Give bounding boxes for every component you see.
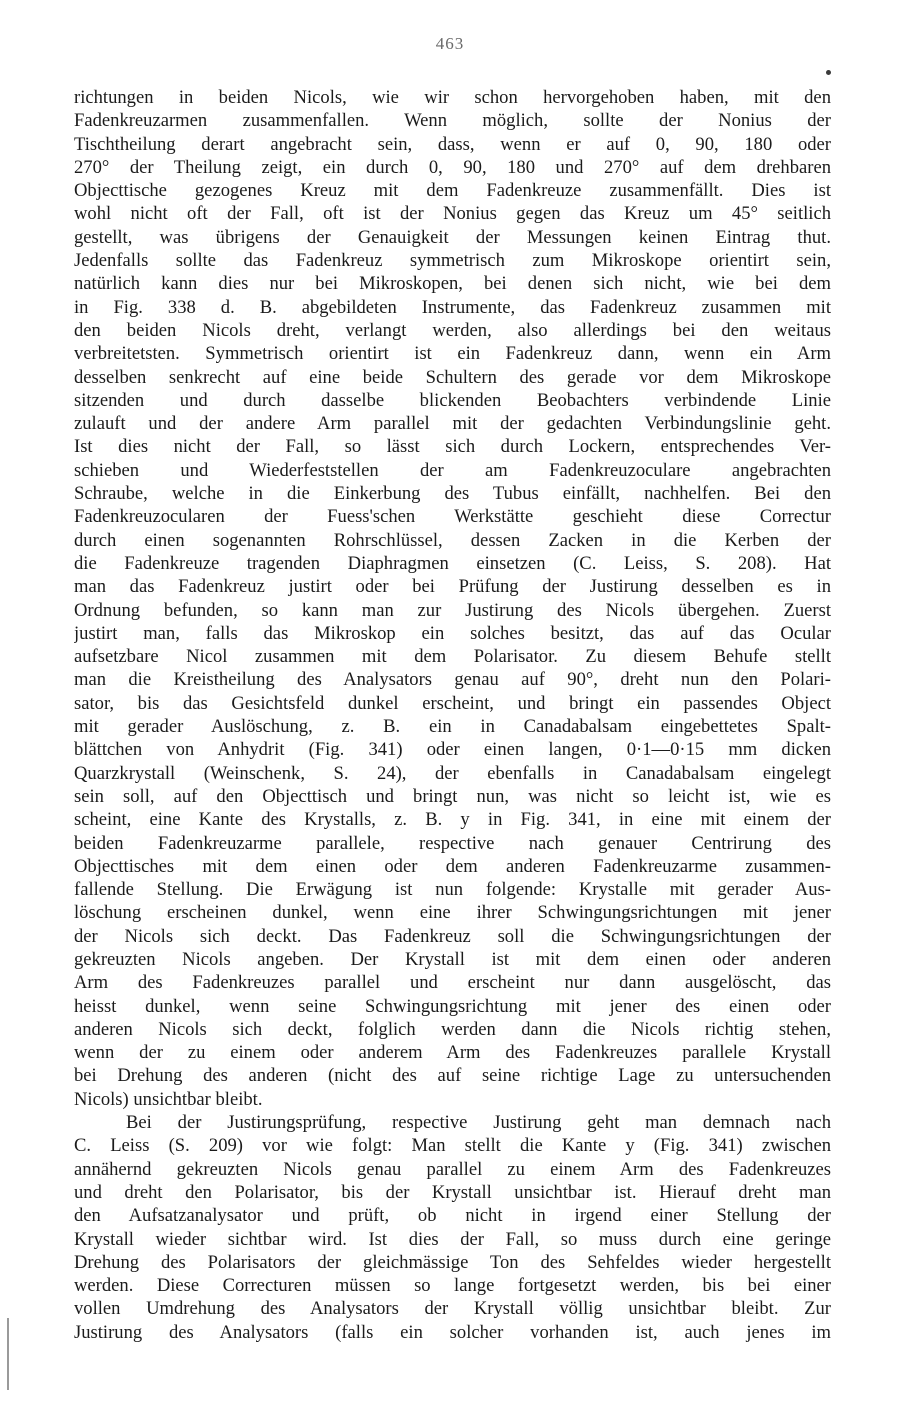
text-line: Fadenkreuzarmen zusammenfallen. Wenn möglich, sollte der Nonius der — [74, 110, 831, 132]
text-line: sitzenden und durch dasselbe blickenden Beobachters verbindende Linie — [74, 389, 831, 411]
text-line: Jedenfalls sollte das Fadenkreuz symmetrisch zum Mikroskope orientirt sein, — [74, 250, 831, 272]
text-line: C. Leiss (S. 209) vor wie folgt: Man stellt die Kante y (Fig. 341) zwischen — [74, 1135, 831, 1157]
text-line: Nicols) unsichtbar bleibt. — [74, 1088, 263, 1110]
text-line: Bei der Justirungsprüfung, respective Justirung geht man demnach nach — [126, 1112, 831, 1134]
text-line: gekreuzten Nicols angeben. Der Krystall ist mit dem einen oder anderen — [74, 948, 831, 970]
text-line: Ist dies nicht der Fall, so lässt sich durch Lockern, entsprechendes Ver- — [74, 436, 831, 458]
text-line: man das Fadenkreuz justirt oder bei Prüfung der Justirung desselben es in — [74, 576, 831, 598]
text-line: Krystall wieder sichtbar wird. Ist dies der Fall, so muss durch eine geringe — [74, 1228, 831, 1250]
text-line: Arm des Fadenkreuzes parallel und erscheint nur dann ausgelöscht, das — [74, 972, 831, 994]
text-line: scheint, eine Kante des Krystalls, z. B. y in Fig. 341, in eine mit einem der — [74, 809, 831, 831]
text-line: justirt man, falls das Mikroskop ein solches besitzt, das auf das Ocular — [74, 622, 831, 644]
text-line: richtungen in beiden Nicols, wie wir schon hervorgehoben haben, mit den — [74, 87, 831, 108]
text-line: heisst dunkel, wenn seine Schwingungsrichtung mit jener des einen oder — [74, 995, 831, 1017]
text-line: werden. Diese Correcturen müssen so lange fortgesetzt werden, bis bei einer — [74, 1275, 831, 1297]
text-line: löschung erscheinen dunkel, wenn eine ihrer Schwingungsrichtungen mit jener — [74, 902, 831, 924]
text-line: wohl nicht oft der Fall, oft ist der Nonius gegen das Kreuz um 45° seitlich — [74, 203, 831, 225]
text-line: Objecttische gezogenes Kreuz mit dem Fadenkreuze zusammenfällt. Dies ist — [74, 180, 831, 202]
text-line: sator, bis das Gesichtsfeld dunkel erscheint, und bringt ein passendes Object — [74, 692, 831, 714]
text-line: und dreht den Polarisator, bis der Krystall unsichtbar ist. Hierauf dreht man — [74, 1181, 831, 1203]
text-line: bei Drehung des anderen (nicht des auf seine richtige Lage zu untersuchenden — [74, 1065, 831, 1087]
text-line: Objecttisches mit dem einen oder dem anderen Fadenkreuzarme zusammen- — [74, 855, 831, 877]
text-line: Quarzkrystall (Weinschenk, S. 24), der ebenfalls in Canadabalsam eingelegt — [74, 762, 831, 784]
text-line: 270° der Theilung zeigt, ein durch 0, 90, 180 und 270° auf dem drehbaren — [74, 156, 831, 178]
text-line: Ordnung befunden, so kann man zur Justirung des Nicols übergehen. Zuerst — [74, 599, 831, 621]
text-line: sein soll, auf den Objecttisch und bringt nun, was nicht so leicht ist, wie es — [74, 785, 831, 807]
text-line: Justirung des Analysators (falls ein solcher vorhanden ist, auch jenes im — [74, 1321, 831, 1343]
text-line: Drehung des Polarisators der gleichmässige Ton des Sehfeldes wieder hergestellt — [74, 1251, 831, 1273]
text-line: zulauft und der andere Arm parallel mit der gedachten Verbindungslinie geht. — [74, 413, 831, 435]
body-text — [74, 86, 831, 1344]
text-line: in Fig. 338 d. B. abgebildeten Instrumente, das Fadenkreuz zusammen mit — [74, 296, 831, 318]
text-line: man die Kreistheilung des Analysators genau auf 90°, dreht nun den Polari- — [74, 669, 831, 691]
text-line: Fadenkreuzocularen der Fuess'schen Werkstätte geschieht diese Correctur — [74, 506, 831, 528]
ink-dot — [826, 70, 831, 75]
text-line: Schraube, welche in die Einkerbung des Tubus einfällt, nachhelfen. Bei den — [74, 483, 831, 505]
text-line: durch einen sogenannten Rohrschlüssel, dessen Zacken in die Kerben der — [74, 529, 831, 551]
scan-edge-line — [7, 1318, 9, 1390]
text-line: den Aufsatzanalysator und prüft, ob nicht in irgend einer Stellung der — [74, 1205, 831, 1227]
text-line: die Fadenkreuze tragenden Diaphragmen einsetzen (C. Leiss, S. 208). Hat — [74, 552, 831, 574]
text-line: blättchen von Anhydrit (Fig. 341) oder einen langen, 0·1—0·15 mm dicken — [74, 739, 831, 761]
text-line: verbreitetsten. Symmetrisch orientirt ist ein Fadenkreuz dann, wenn ein Arm — [74, 343, 831, 365]
text-line: gestellt, was übrigens der Genauigkeit der Messungen keinen Eintrag thut. — [74, 226, 831, 248]
text-line: aufsetzbare Nicol zusammen mit dem Polarisator. Zu diesem Behufe stellt — [74, 646, 831, 668]
text-line: beiden Fadenkreuzarme parallele, respective nach genauer Centrirung des — [74, 832, 831, 854]
text-line: desselben senkrecht auf eine beide Schultern des gerade vor dem Mikroskope — [74, 366, 831, 388]
text-line: mit gerader Auslöschung, z. B. ein in Canadabalsam eingebettetes Spalt- — [74, 716, 831, 738]
text-line: schieben und Wiederfeststellen der am Fadenkreuzoculare angebrachten — [74, 459, 831, 481]
text-line: natürlich kann dies nur bei Mikroskopen, bei denen sich nicht, wie bei dem — [74, 273, 831, 295]
text-line: der Nicols sich deckt. Das Fadenkreuz soll die Schwingungsrichtungen der — [74, 925, 831, 947]
text-line: vollen Umdrehung des Analysators der Krystall völlig unsichtbar bleibt. Zur — [74, 1298, 831, 1320]
text-line: Tischtheilung derart angebracht sein, dass, wenn er auf 0, 90, 180 oder — [74, 133, 831, 155]
text-line: fallende Stellung. Die Erwägung ist nun folgende: Krystalle mit gerader Aus- — [74, 879, 831, 901]
text-line: anderen Nicols sich deckt, folglich werden dann die Nicols richtig stehen, — [74, 1018, 831, 1040]
text-line: den beiden Nicols dreht, verlangt werden, also allerdings bei den weitaus — [74, 319, 831, 341]
text-line: annähernd gekreuzten Nicols genau parallel zu einem Arm des Fadenkreuzes — [74, 1158, 831, 1180]
text-line: wenn der zu einem oder anderem Arm des Fadenkreuzes parallele Krystall — [74, 1042, 831, 1064]
page-number: 463 — [435, 34, 465, 53]
